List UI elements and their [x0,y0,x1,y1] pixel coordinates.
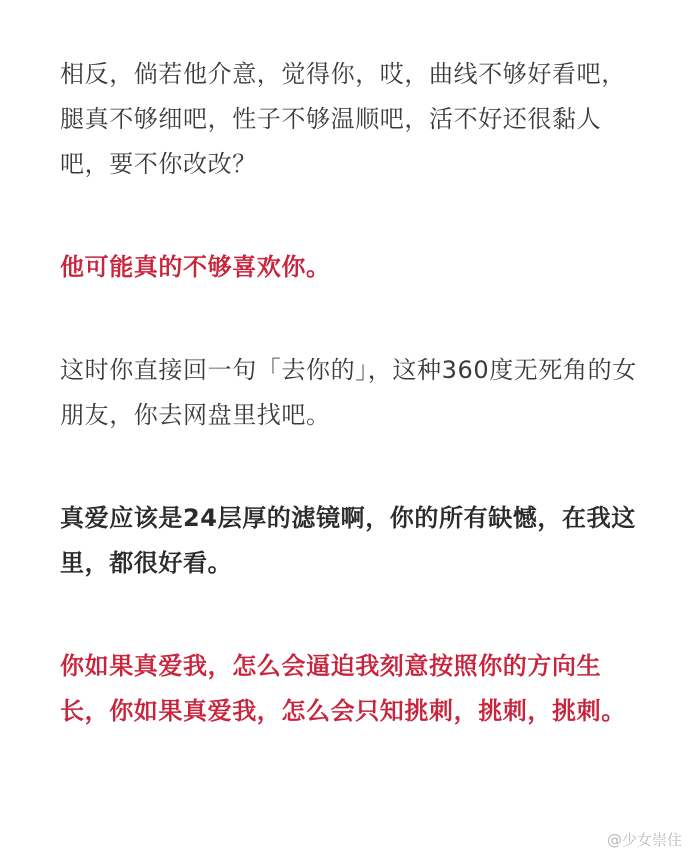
paragraph-criticism: 相反，倘若他介意，觉得你，哎，曲线不够好看吧，腿真不够细吧，性子不够温顺吧，活不好还很黏人吧，要不你改改？ [60,60,626,178]
paragraph-retort: 这时你直接回一句「去你的」，这种360度无死角的女朋友，你去网盘里找吧。 [60,356,637,429]
article-body [60,52,650,792]
watermark-text: @少女崇住 [606,831,682,849]
paragraph-true-love-filter: 真爱应该是24层厚的滤镜啊，你的所有缺憾，在我这里，都很好看。 [60,504,636,577]
highlight-not-loved: 他可能真的不够喜欢你。 [60,253,331,281]
highlight-nitpicking: 你如果真爱我，怎么会逼迫我刻意按照你的方向生长，你如果真爱我，怎么会只知挑刺，挑刺，挑刺。 [60,652,626,725]
